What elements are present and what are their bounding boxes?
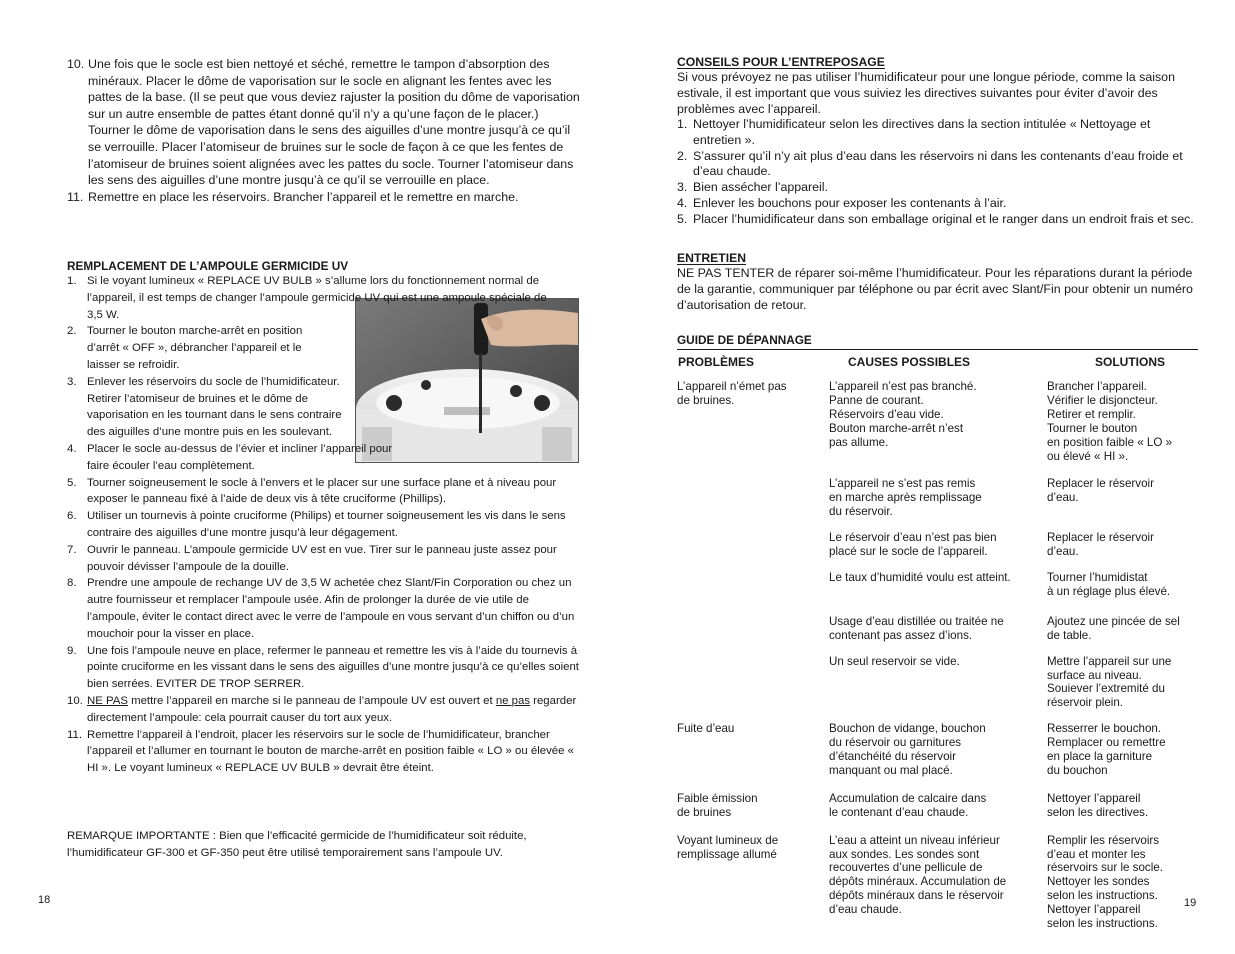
- list-item: 1. Si le voyant lumineux « REPLACE UV BULB » s’allume lors du fonctionnement normal de l’appareil, il est temps de changer l’ampoule germicide UV qui est une ampoule spéciale de 3,5 W.: [67, 273, 582, 323]
- table-cell-solution: Nettoyer l’appareil selon les directives.: [1047, 791, 1149, 819]
- table-cell-problem: Voyant lumineux de remplissage allumé: [677, 833, 779, 861]
- table-row: [677, 615, 1198, 655]
- table-row: [677, 792, 1198, 834]
- storage-steps-list: [677, 117, 1197, 228]
- list-item: 6. Utiliser un tournevis à pointe cruciforme (Philips) et tourner soigneusement les vis dans le sens contraire des aiguilles d’une montre jusqu’à leur dégagement.: [67, 510, 566, 539]
- col-solutions: SOLUTIONS: [1095, 355, 1166, 369]
- table-cell-solution: Resserrer le bouchon. Remplacer ou remettre en place la garniture du bouchon: [1047, 722, 1166, 777]
- list-item: 9. Une fois l’ampoule neuve en place, refermer le panneau et remettre les vis à l’aide du tournevis à pointe cruciforme en les vissant dans le sens des aiguilles d’une montre jusqu’à ce qu’elles soient bien serrées. EVITER DE TROP SERRER.: [67, 644, 579, 691]
- important-remark: REMARQUE IMPORTANTE : Bien que l’efficacité germicide de l’humidificateur soit réduite, l’humidificateur GF-300 et GF-350 peut être utilisé temporairement sans l’ampoule UV.: [67, 830, 527, 859]
- page-number: 18: [38, 894, 51, 906]
- table-cell-cause: Un seul reservoir se vide.: [829, 654, 960, 668]
- col-causes: CAUSES POSSIBLES: [848, 355, 971, 369]
- table-row: [677, 571, 1198, 615]
- table-cell-cause: L’appareil n’est pas branché. Panne de courant. Réservoirs d’eau vide. Bouton marche-arrêt n’est pas allume.: [829, 380, 977, 449]
- table-cell-cause: L’appareil ne s’est pas remis en marche après remplissage du réservoir.: [829, 477, 982, 519]
- list-item: 11. Remettre en place les réservoirs. Brancher l’appareil et le remettre en marche.: [67, 189, 519, 204]
- table-cell-problem: [677, 571, 829, 615]
- list-item: 8. Prendre une ampoule de rechange UV de 3,5 W achetée chez Slant/Fin Corporation ou chez un autre fournisseur et remplacer l’ampoule usée. Afin de prolonger la durée de vie utile de l’ampoule, éviter le contact direct avec le verre de l’ampoule en vous servant d’un chiffon ou d’un mouchoir pour la visser en place.: [67, 577, 575, 640]
- table-cell-solution: Brancher l’appareil. Vérifier le disjoncteur. Retirer et remplir. Tourner le bouton en position faible « LO » ou élevé « HI ».: [1047, 380, 1173, 463]
- table-cell-cause: L’eau a atteint un niveau inférieur aux sondes. Les sondes sont recouvertes d’une pellicule de dépôts minéraux. Accumulation de dépôts minéraux dans le réservoir d’eau chaude.: [829, 833, 1007, 917]
- col-problems: PROBLÈMES: [678, 355, 755, 369]
- storage-heading: CONSEILS POUR L’ENTREPOSAGE: [677, 55, 885, 69]
- maintenance-heading: ENTRETIEN: [677, 251, 747, 265]
- table-rule: [677, 349, 1198, 350]
- table-cell-problem: [677, 615, 829, 655]
- page-number: 19: [1184, 897, 1197, 909]
- table-cell-solution: Remplir les réservoirs d’eau et monter les réservoirs sur le socle. Nettoyer les sondes selon les instructions. Nettoyer l’appareil selon les instructions.: [1047, 833, 1163, 931]
- list-item: 2. S’assurer qu’il n’y ait plus d’eau dans les réservoirs ni dans les contenants d’eau froide et d’eau chaude.: [677, 148, 1183, 179]
- table-cell-solution: Tourner l’humidistat à un réglage plus élevé.: [1047, 570, 1171, 598]
- list-item: 10. Une fois que le socle est bien nettoyé et séché, remettre le tampon d’absorption des minéraux. Placer le dôme de vaporisation sur le socle en alignant les fentes avec les pattes de la base. (Il se peut que vous deviez rajuster la position du dôme de vaporisation sur un autre ensemble de pattes étant donné qu’il n’y a qu’une façon de le placer.) Tourner le dôme de vaporisation dans le sens des aiguilles d’une montre jusqu’à ce qu’il se verrouille. Placer l’atomiseur de bruines sur le socle de façon à ce que les fentes de l’atomiseur de bruines soient alignées avec les pattes du socle. Tourner l’atomiseur dans les sens des aiguilles d’une montre jusqu’à ce qu’il se verrouille en place.: [67, 57, 580, 188]
- list-item: 10. NE PAS mettre l’appareil en marche si le panneau de l’ampoule UV est ouvert et ne pas regarder directement l’ampoule: cela pourrait causer du tort aux yeux.: [67, 694, 577, 724]
- uv-step-1-text: Si le voyant lumineux « REPLACE UV BULB » s’allume lors du fonctionnement normal de l’appareil, il est temps de changer l’ampoule germicide UV qui est une ampoule spéciale de 3,5 W.: [87, 275, 547, 321]
- table-row: [677, 477, 1198, 531]
- list-item: 1. Nettoyer l’humidificateur selon les directives dans la section intitulée « Nettoyage et entretien ».: [677, 117, 1151, 147]
- uv-steps-list: [67, 273, 582, 777]
- table-row: [677, 655, 1198, 723]
- list-item: 5. Tourner soigneusement le socle à l’envers et le placer sur une surface plane et à niveau pour exposer le panneau fixé à l’aide de deux vis à tête cruciforme (Phillips).: [67, 476, 557, 506]
- left-page: [0, 0, 617, 954]
- table-row: [677, 380, 1198, 477]
- list-item: 4. Placer le socle au-dessus de l’évier et incliner l’appareil pour faire écouler l’eau complètement.: [67, 442, 393, 472]
- list-item: 5. Placer l’humidificateur dans son emballage original et le ranger dans un endroit frais et sec.: [677, 211, 1194, 226]
- list-item: 11. Remettre l’appareil à l’endroit, placer les réservoirs sur le socle de l’humidificateur, brancher l’appareil et l’allumer en tournant le bouton de marche-arrêt en position faible « LO » ou élevée « HI ». Le voyant lumineux « REPLACE UV BULB » devrait être éteint.: [67, 728, 574, 775]
- table-row: [677, 531, 1198, 571]
- table-cell-cause: Usage d’eau distillée ou traitée ne contenant pas assez d’ions.: [829, 614, 1004, 642]
- list-item: 3. Bien assécher l’appareil.: [677, 180, 828, 195]
- maintenance-text: NE PAS TENTER de réparer soi-même l’humidificateur. Pour les réparations durant la période de la garantie, communiquer par téléphone ou par écrit avec Slant/Fin pour obtenir un numéro d’autorisation de retour.: [677, 266, 1193, 312]
- troubleshooting-heading: GUIDE DE DÉPANNAGE: [677, 333, 812, 347]
- right-page: [617, 0, 1235, 954]
- table-cell-cause: Le réservoir d’eau n’est pas bien placé sur le socle de l’appareil.: [829, 531, 997, 559]
- table-cell-solution: Replacer le réservoir d’eau.: [1047, 477, 1154, 505]
- table-cell-cause: Accumulation de calcaire dans le contenant d’eau chaude.: [829, 791, 987, 819]
- table-cell-problem: [677, 531, 829, 571]
- list-item: 4. Enlever les bouchons pour exposer les contenants à l’air.: [677, 195, 1007, 210]
- table-cell-problem: L’appareil n’émet pas de bruines.: [677, 380, 787, 407]
- table-cell-problem: [677, 477, 829, 531]
- table-cell-cause: Bouchon de vidange, bouchon du réservoir ou garnitures d’étanchéité du réservoir manquant ou mal placé.: [829, 722, 986, 777]
- uv-heading: REMPLACEMENT DE L’AMPOULE GERMICIDE UV: [67, 259, 349, 273]
- list-item: 3. Enlever les réservoirs du socle de l’humidificateur. Retirer l’atomiseur de bruines et le dôme de vaporisation en les tournant dans le sens contraire des aiguilles d’une montre puis en les soulevant.: [67, 375, 342, 439]
- table-row: [677, 834, 1198, 931]
- troubleshooting-table-body: [677, 380, 1198, 931]
- steps-top-list: [67, 56, 582, 205]
- list-item: 2. Tourner le bouton marche-arrêt en position d’arrêt « OFF », débrancher l’appareil et le laisser se refroidir.: [67, 325, 303, 371]
- table-cell-solution: Mettre l’appareil sur une surface au niveau. Souiever l’extremité du réservoir plein.: [1047, 654, 1172, 710]
- table-cell-problem: Fuite d’eau: [677, 722, 735, 736]
- table-row: [677, 722, 1198, 792]
- storage-intro: Si vous prévoyez ne pas utiliser l’humidificateur pour une longue période, comme la saison estivale, il est important que vous suiviez les directives suivantes pour éviter d’avoir des problèmes avec l’appareil.: [677, 70, 1175, 116]
- table-cell-cause: Le taux d’humidité voulu est atteint.: [829, 570, 1011, 584]
- table-cell-problem: Faible émission de bruines: [677, 791, 758, 819]
- table-cell-solution: Ajoutez une pincée de sel de table.: [1047, 614, 1180, 642]
- table-cell-problem: [677, 655, 829, 723]
- troubleshooting-table-header: [677, 351, 1198, 373]
- list-item: 7. Ouvrir le panneau. L’ampoule germicide UV est en vue. Tirer sur le panneau juste assez pour pouvoir dévisser l’ampoule de la douille.: [67, 543, 557, 573]
- table-cell-solution: Replacer le réservoir d’eau.: [1047, 531, 1154, 559]
